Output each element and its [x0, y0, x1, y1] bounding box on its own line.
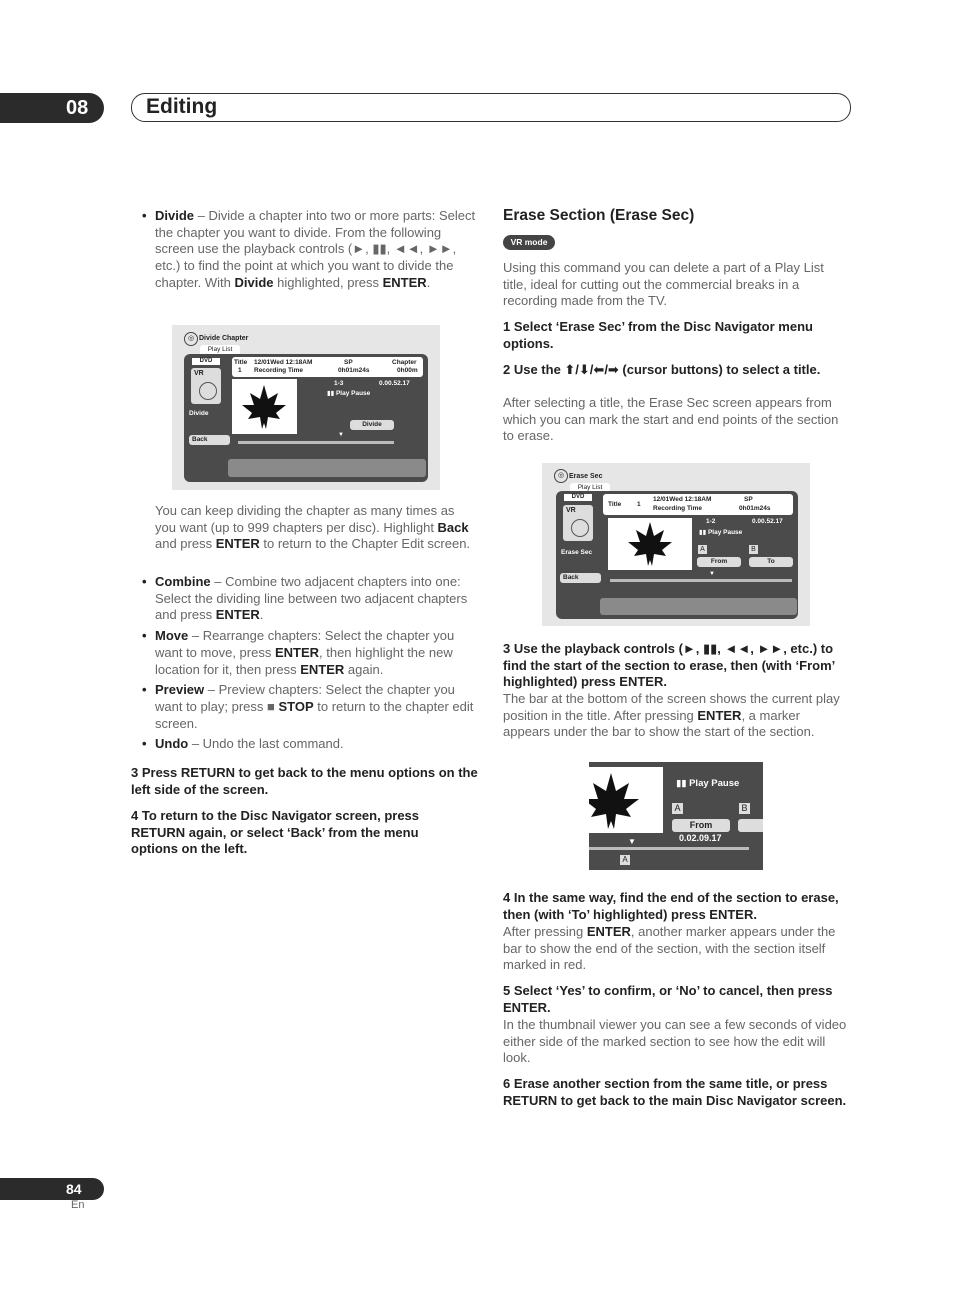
right-step-2-body: After selecting a title, the Erase Sec screen appears from which you can mark the start and end points of the section to erase. — [503, 395, 839, 444]
right-step-6: 6 Erase another section from the same title, or press RETURN to get back to the main Disc Navigator screen. — [503, 1076, 847, 1108]
back-button[interactable]: Back — [189, 435, 230, 445]
chapter-title-frame — [131, 93, 851, 122]
maple-leaf-icon — [608, 518, 692, 570]
dvd-logo: DVD — [564, 494, 592, 501]
chapter-box: Chapter 0h00m — [389, 357, 423, 377]
play-pause-status: ▮▮ Play Pause — [676, 778, 740, 789]
chapter-title: Editing — [146, 95, 218, 118]
status-bar — [600, 598, 797, 615]
marker-a-label: A — [698, 545, 707, 554]
to-button[interactable] — [738, 819, 763, 832]
maple-leaf-icon — [232, 379, 297, 434]
playlist-tab[interactable]: Play List — [200, 345, 240, 355]
divide-bullet: • Divide – Divide a chapter into two or more parts: Select the chapter you want to divide. From the following screen use the playback controls (►, ▮▮, ◄◄, ►►, etc.) to find the point at which you want to divide the chapter. With Divide highlighted, press ENTER. — [142, 208, 476, 290]
position-bar[interactable] — [589, 847, 749, 850]
right-step-3-body: The bar at the bottom of the screen shows the current play position in the title. After pressing ENTER, a marker appears under the bar to show the start of the section. — [503, 691, 840, 740]
disc-icon: ◎ — [184, 332, 198, 346]
title-info-box: Title 1 12/01Wed 12:18AM Recording Time SP 0h01m24s — [603, 494, 793, 515]
menu-divide[interactable]: Divide — [189, 410, 209, 417]
maple-leaf-icon — [589, 767, 663, 833]
divide-after-text: You can keep dividing the chapter as many times as you want (up to 999 chapters per disc). Highlight Back and press ENTER to return to the Chapter Edit screen. — [155, 503, 471, 552]
to-button[interactable]: To — [749, 557, 793, 567]
back-button[interactable]: Back — [560, 573, 601, 583]
marker-b-label: B — [739, 803, 750, 814]
vr-disc-icon: VR — [563, 505, 593, 541]
start-marker: A — [620, 855, 630, 865]
screen-panel: DVD VR Title 1 12/01Wed 12:18AM Recording Time SP 0h01m24s Chapter 0h00m 1-3 0.00.52.17 ▮▮ Play Pause Divide Back Divide ▼ — [184, 354, 428, 482]
page-language: En — [71, 1199, 85, 1211]
erase-sec-screen — [542, 463, 810, 626]
screen-title: Divide Chapter — [199, 335, 249, 342]
left-step-3: 3 Press RETURN to get back to the menu options on the left side of the screen. — [131, 765, 478, 797]
video-thumbnail — [589, 767, 663, 833]
vr-mode-badge: VR mode — [503, 235, 555, 250]
preview-bullet: • Preview – Preview chapters: Select the chapter you want to play; press ■ STOP to return to the chapter edit screen. — [142, 682, 474, 731]
right-step-3: 3 Use the playback controls (►, ▮▮, ◄◄, ►►, etc.) to find the start of the section to erase, then (with ‘From’ highlighted) press ENTER. — [503, 641, 835, 690]
timecode: 0.02.09.17 — [679, 833, 722, 843]
chapter-number: 08 — [66, 97, 89, 119]
combine-bullet: • Combine – Combine two adjacent chapters into one: Select the dividing line between two adjacent chapters and press ENTER. — [142, 574, 468, 623]
position-bar[interactable] — [238, 441, 394, 444]
right-step-1: 1 Select ‘Erase Sec’ from the Disc Navigator menu options. — [503, 319, 813, 351]
screen-panel: DVD VR Title 1 12/01Wed 12:18AM Recording Time SP 0h01m24s 1-2 0.00.52.17 ▮▮ Play Pause Erase Sec Back A B From To ▼ — [556, 491, 798, 619]
marker-b-label: B — [749, 545, 758, 554]
dvd-logo: DVD — [192, 358, 220, 365]
page-number: 84 — [66, 1181, 82, 1197]
screen-title: Erase Sec — [569, 473, 603, 480]
page-tab — [0, 1178, 104, 1200]
disc-icon: ◎ — [554, 469, 568, 483]
move-bullet: • Move – Rearrange chapters: Select the chapter you want to move, press ENTER, then highlight the new location for it, then press ENTER again. — [142, 628, 455, 677]
from-button[interactable]: From — [697, 557, 741, 567]
right-step-5: 5 Select ‘Yes’ to confirm, or ‘No’ to cancel, then press ENTER. — [503, 983, 833, 1015]
vr-disc-icon: VR — [191, 368, 221, 404]
right-step-4-body: After pressing ENTER, another marker appears under the bar to show the end of the section, with the section itself marked in red. — [503, 924, 836, 973]
divide-chapter-screen — [172, 325, 440, 490]
right-step-2: 2 Use the ⬆/⬇/⬅/➡ (cursor buttons) to select a title. — [503, 362, 821, 377]
right-step-4: 4 In the same way, find the end of the section to erase, then (with ‘To’ highlighted) press ENTER. — [503, 890, 839, 922]
undo-bullet: • Undo – Undo the last command. — [142, 736, 344, 752]
right-step-5-body: In the thumbnail viewer you can see a few seconds of video either side of the marked section to see how the edit will look. — [503, 1017, 847, 1066]
video-thumbnail — [232, 379, 297, 434]
intro-text: Using this command you can delete a part of a Play List title, ideal for cutting out the commercial breaks in a recording made from the TV. — [503, 260, 824, 309]
playlist-tab[interactable]: Play List — [570, 483, 610, 493]
video-thumbnail — [608, 518, 692, 570]
marker-detail-screen: ▮▮ Play Pause A B From 0.02.09.17 ▼ A — [589, 762, 763, 870]
options-bullets — [142, 574, 477, 753]
status-bar — [228, 459, 426, 477]
left-step-4: 4 To return to the Disc Navigator screen, press RETURN again, or select ‘Back’ from the menu options on the left. — [131, 808, 420, 857]
position-bar[interactable] — [610, 579, 792, 582]
menu-erase-sec[interactable]: Erase Sec — [561, 549, 593, 556]
divide-button[interactable]: Divide — [350, 420, 394, 430]
section-heading: Erase Section (Erase Sec) — [503, 207, 695, 224]
marker-a-label: A — [672, 803, 683, 814]
from-button[interactable]: From — [672, 819, 730, 832]
title-info-box: Title 1 12/01Wed 12:18AM Recording Time SP 0h01m24s — [232, 357, 412, 377]
